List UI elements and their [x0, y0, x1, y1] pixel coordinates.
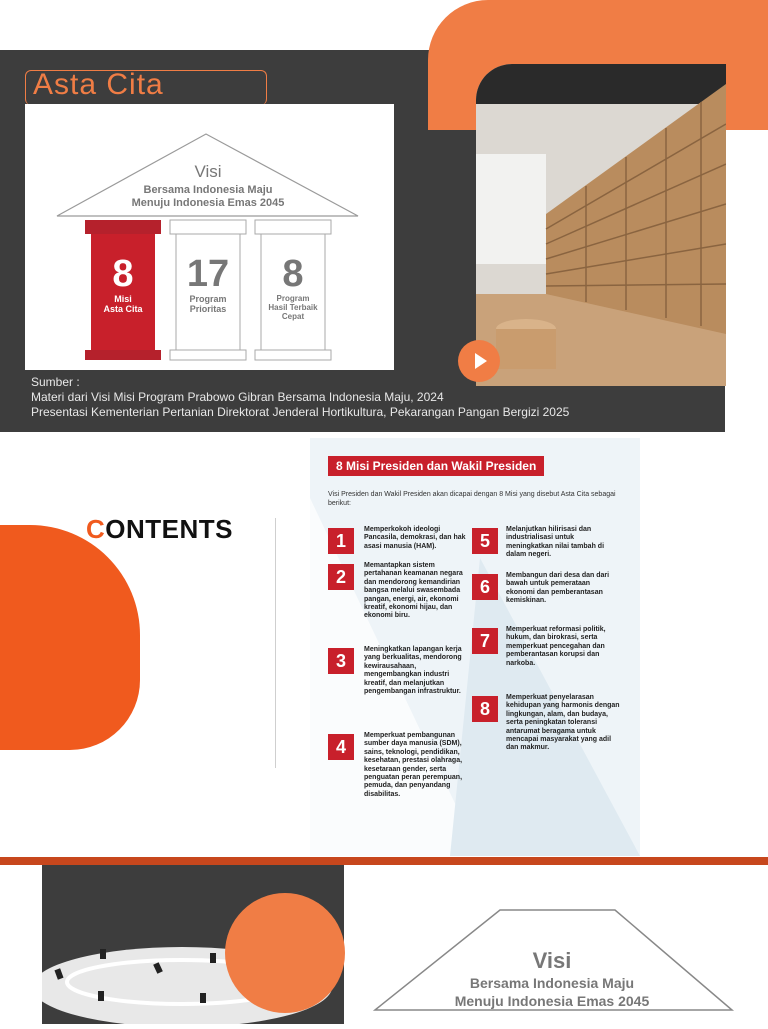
misi-number: 8: [472, 696, 498, 722]
pillar-label: Cepat: [281, 312, 305, 321]
visi-line2: Menuju Indonesia Emas 2045: [454, 993, 650, 1009]
visi-heading: Visi: [194, 162, 222, 181]
misi-number: 7: [472, 628, 498, 654]
asta-cita-diagram: [25, 104, 394, 370]
vertical-divider: [275, 518, 276, 768]
misi-document: [310, 438, 640, 856]
misi-text: Memperkuat penyelarasan kehidupan yang harmonis dengan lingkungan, alam, dan budaya, serta peningkatan toleransi antarumat beragama untuk mencapai masyarakat yang adil dan makmur.: [506, 694, 620, 752]
pillar-number: 17: [186, 253, 230, 295]
misi-text: Melanjutkan hilirisasi dan industrialisasi untuk meningkatkan nilai tambah di dalam negeri.: [506, 526, 605, 559]
orange-blob-shape: [0, 525, 140, 750]
library-photo: [476, 64, 726, 386]
contents-rest: ONTENTS: [105, 514, 234, 544]
bookshelf-illustration: [476, 64, 726, 386]
misi-number: 5: [472, 528, 498, 554]
pillar-number: 8: [282, 253, 304, 295]
slide1-title: Asta Cita: [33, 68, 164, 101]
misi-number: 6: [472, 574, 498, 600]
misi-number: 4: [328, 734, 354, 760]
pillar-program-prioritas: [176, 254, 240, 314]
misi-text: Membangun dari desa dan dari bawah untuk pemerataan ekonomi dan pemberantasan kemiskinan.: [506, 572, 610, 605]
pillar-label: Prioritas: [189, 304, 227, 314]
source-text: [31, 375, 569, 420]
misi-text: Memperkuat pembangunan sumber daya manusia (SDM), sains, teknologi, pendidikan, kesehatan, prestasi olahraga, kesetaraan gender, serta penguatan peran perempuan, pemuda, dan penyandang disabilitas.: [364, 732, 463, 798]
pillar-label: Asta Cita: [103, 304, 143, 314]
pillar-label: Program: [276, 294, 310, 303]
misi-number: 3: [328, 648, 354, 674]
orange-circle-shape: [225, 893, 345, 1013]
source-label: Sumber :: [31, 375, 80, 389]
source-line1: Materi dari Visi Misi Program Prabowo Gibran Bersama Indonesia Maju, 2024: [31, 390, 444, 404]
misi-text: Memperkuat reformasi politik, hukum, dan birokrasi, serta memperkuat pencegahan dan pemberantasan korupsi dan narkoba.: [506, 626, 606, 667]
visi-line2: Menuju Indonesia Emas 2045: [131, 197, 285, 209]
contents-initial: C: [86, 514, 106, 544]
section-divider: [0, 857, 768, 865]
doc-intro: Visi Presiden dan Wakil Presiden akan dicapai dengan 8 Misi yang disebut Asta Cita sebagai berikut:: [328, 491, 616, 507]
visi-line1: Bersama Indonesia Maju: [143, 184, 273, 196]
misi-text: Memantapkan sistem pertahanan keamanan negara dan mendorong kemandirian bangsa melalui swasembada pangan, energi, air, ekonomi kreatif, ekonomi hijau, dan ekonomi biru.: [364, 562, 463, 620]
contents-heading: [86, 514, 233, 545]
pillar-number: 8: [112, 253, 134, 295]
pillar-label: Misi: [114, 294, 132, 304]
source-line2: Presentasi Kementerian Pertanian Direktorat Jenderal Hortikultura, Pekarangan Pangan Bergizi 2025: [31, 405, 570, 419]
pillar-misi: [91, 254, 155, 314]
visi-roof-diagram: [370, 890, 740, 1024]
pillar-label: Program: [189, 294, 227, 304]
misi-number: 2: [328, 564, 354, 590]
misi-text: Memperkokoh ideologi Pancasila, demokrasi, dan hak asasi manusia (HAM).: [364, 526, 466, 550]
misi-text: Meningkatkan lapangan kerja yang berkualitas, mendorong kewirausahaan, mengembangkan industri kreatif, dan melanjutkan pengembangan infrastruktur.: [364, 646, 462, 696]
pillar-program-hasil-terbaik: [261, 254, 325, 321]
pillar-label: Hasil Terbaik: [268, 303, 318, 312]
doc-title: 8 Misi Presiden dan Wakil Presiden: [328, 456, 544, 476]
pillar-diagram-graphic: [25, 104, 394, 370]
misi-number: 1: [328, 528, 354, 554]
visi-line1: Bersama Indonesia Maju: [469, 975, 635, 991]
visi-heading: Visi: [532, 948, 572, 973]
